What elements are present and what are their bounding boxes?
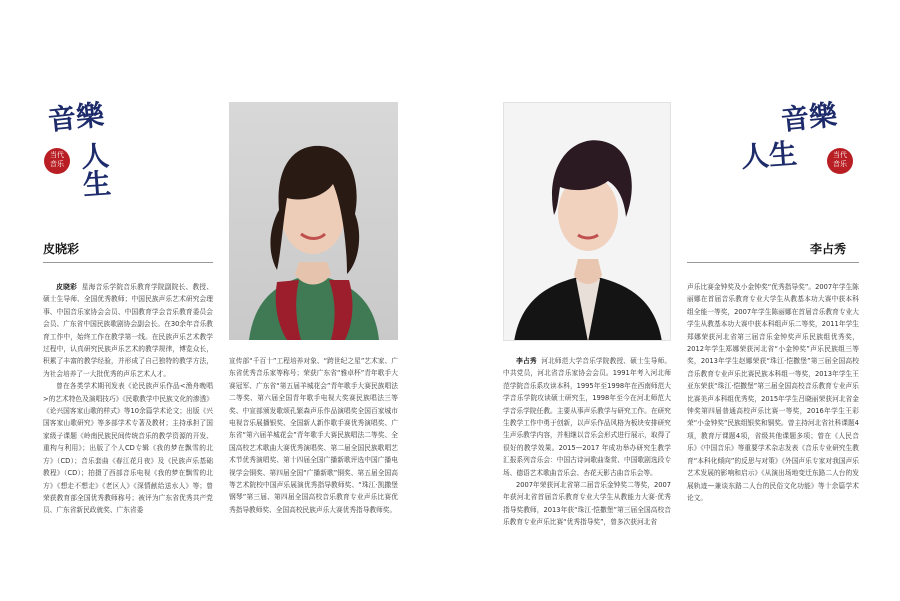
profile-name-2: 李占秀 bbox=[810, 242, 847, 256]
portrait-illustration bbox=[229, 102, 398, 340]
profile-name: 皮晓彩 bbox=[43, 242, 80, 256]
divider-rule bbox=[43, 262, 213, 263]
right-page bbox=[450, 0, 900, 601]
portrait-photo bbox=[229, 102, 398, 340]
seal-stamp: 当代 音乐 bbox=[44, 148, 70, 174]
calligraphy-bottom-2: 人生 bbox=[739, 137, 799, 174]
calligraphy-top-2: 音樂 bbox=[779, 98, 839, 137]
divider-rule-2 bbox=[687, 262, 859, 263]
bio-column-2 bbox=[229, 355, 398, 516]
bio-column-3 bbox=[503, 355, 671, 529]
portrait-photo-2 bbox=[503, 102, 671, 341]
bio-paragraph-3: 宣传部“千百十”工程培养对象、“跨世纪之星”艺术家、广东省优秀音乐家等称号；荣获广东省“雅卓杯”青年歌手大赛冠军、广东省“第五届羊城花会”青年歌手大赛民族唱法二等奖、第六届全国青年歌手电视大奖赛民族唱法三等奖、中宣部颁发歌颂孔繁森声乐作品演唱奖全国百家城市电视音乐展播银奖、全国新人新作歌手赛优秀演唱奖、广东省“第六届羊城花会”青年歌手大赛民族唱法二等奖、全国高校艺术歌曲大赛优秀演唱奖、第二届全国民族歌唱艺术节优秀演唱奖、第十四届全国广播新歌评选中国广播电视学会铜奖、第四届全国“广播新歌”铜奖、第五届全国高等艺术院校中国声乐展演优秀指导教师奖、“珠江·凯撒堡钢琴”第三届、第四届全国高校音乐教育专业声乐比赛优秀指导教师奖、全国高校民族声乐大赛优秀指导教师奖。 bbox=[229, 357, 398, 514]
bio-lead-name: 皮晓彩 bbox=[56, 283, 77, 291]
calligraphy-bottom: 人生 bbox=[79, 138, 113, 202]
bio-paragraph-4: 河北师范大学音乐学院教授、硕士生导师。中共党员，河北省音乐家协会会员。1991年考入河北师范学院音乐系攻读本科，1995年至1998年在西南师范大学音乐学院攻读硕士研究生，1998年至今在河北师范大学音乐学院任教。主要从事声乐教学与研究工作。在研究生教学工作中勇于创新，以声乐作品风格为板块安排研究生声乐教学内容，并相继以音乐会形式进行展示，取得了很好的教学效果。2015—2017 年成功举办研究生教学汇报系列音乐会：中国古诗词歌曲鉴赏、中国歌剧选段专场、德语艺术歌曲音乐会、杏花天影古曲音乐会等。 bbox=[503, 357, 672, 477]
bio-column-4 bbox=[687, 281, 859, 504]
portrait-illustration-2 bbox=[504, 103, 671, 341]
bio-paragraph-1: 星海音乐学院音乐教育学院副院长、教授、硕士生导师、全国优秀教师；中国民族声乐艺术研究会理事、中国音乐家协会会员、中国教育学会音乐教育委员会会员、广东省中国民族歌剧协会副会长。在30余年音乐教育工作中，始终工作在教学第一线。在民族声乐艺术教学过程中，认真研究民族声乐艺术的教学规律，博览众长，积累了丰富的教学经验，并形成了自己独特的教学方法，为社会培养了一大批优秀的声乐艺术人才。 bbox=[43, 283, 214, 378]
calligraphy-top: 音樂 bbox=[46, 98, 106, 137]
bio-paragraph-2: 曾在各类学术期刊发表《论民族声乐作品<渔舟晚唱>的艺术特色及演唱技巧》《民歌教学中民族文化的渗透》《论兴国客家山歌的样式》等10余篇学术论文；出版《兴国客家山歌研究》等多部学术专著及教材；主持承担了国家级子课题《岭南民族民间传统音乐的教学资源的开发、重构与利用》；出版了个人CD专辑《我的梦在飘雪的北方》（CD）；音乐套曲《春江花月夜》及《民族声乐基础教程》（CD）；拍摄了西部音乐电视《我的梦在飘雪的北方》《想走不想走》《老区人》《深情献给送水人》等；曾荣获教育部全国优秀教师称号；被评为广东省优秀共产党员、广东省新民政就奖、广东省委 bbox=[43, 382, 213, 515]
bio-lead-name-2: 李占秀 bbox=[516, 357, 537, 365]
seal-stamp-2: 当代 音乐 bbox=[827, 148, 853, 174]
bio-paragraph-5: 2007年荣获河北省第二届音乐金钟奖二等奖，2007年获河北省首届音乐教育专业大学生从教能力大赛·优秀指导奖教师，2013年获“珠江·恺撒堡”第三届全国高校音乐教育专业声乐比赛“优秀指导奖”，曾多次获河北省 bbox=[503, 481, 671, 527]
bio-column-1 bbox=[43, 281, 213, 517]
bio-paragraph-6: 声乐比赛金钟奖及小金钟奖“优秀指导奖”。2007年学生陈丽娜在首届音乐教育专业大学生从教基本功大赛中获本科组全能一等奖，2007年学生陈丽娜在首届音乐教育专业大学生从教基本功大赛中获本科组声乐二等奖，2011年学生郑娜荣获河北省第三届音乐金钟奖声乐民族组优秀奖，2012年学生郑娜荣获河北省“小金钟奖”声乐民族组三等奖，2013年学生赵娜荣获“珠江·恺撒堡”第三届全国高校音乐教育专业声乐比赛民族本科组一等奖，2013年学生王亚东荣获“珠江·恺撒堡”第三届全国高校音乐教育专业声乐比赛美声本科组优秀奖，2015年学生吕晓丽荣获河北省金钟奖第四届普通高校声乐比赛一等奖，2016年学生王彩荣“小金钟奖”民族组银奖和铜奖。曾主持河北省社科课题4项，教育厅课题4项，省级其他课题多项；曾在《人民音乐》《中国音乐》等重要学术杂志发表《音乐专业研究生教育“本科化倾向”的反思与对策》《外国声乐专家对我国声乐艺术发展的影响和启示》《从演出场地变迁东路二人台的发展轨迹—兼谈东路二人台的民俗文化功能》等十余篇学术论文。 bbox=[687, 283, 859, 502]
